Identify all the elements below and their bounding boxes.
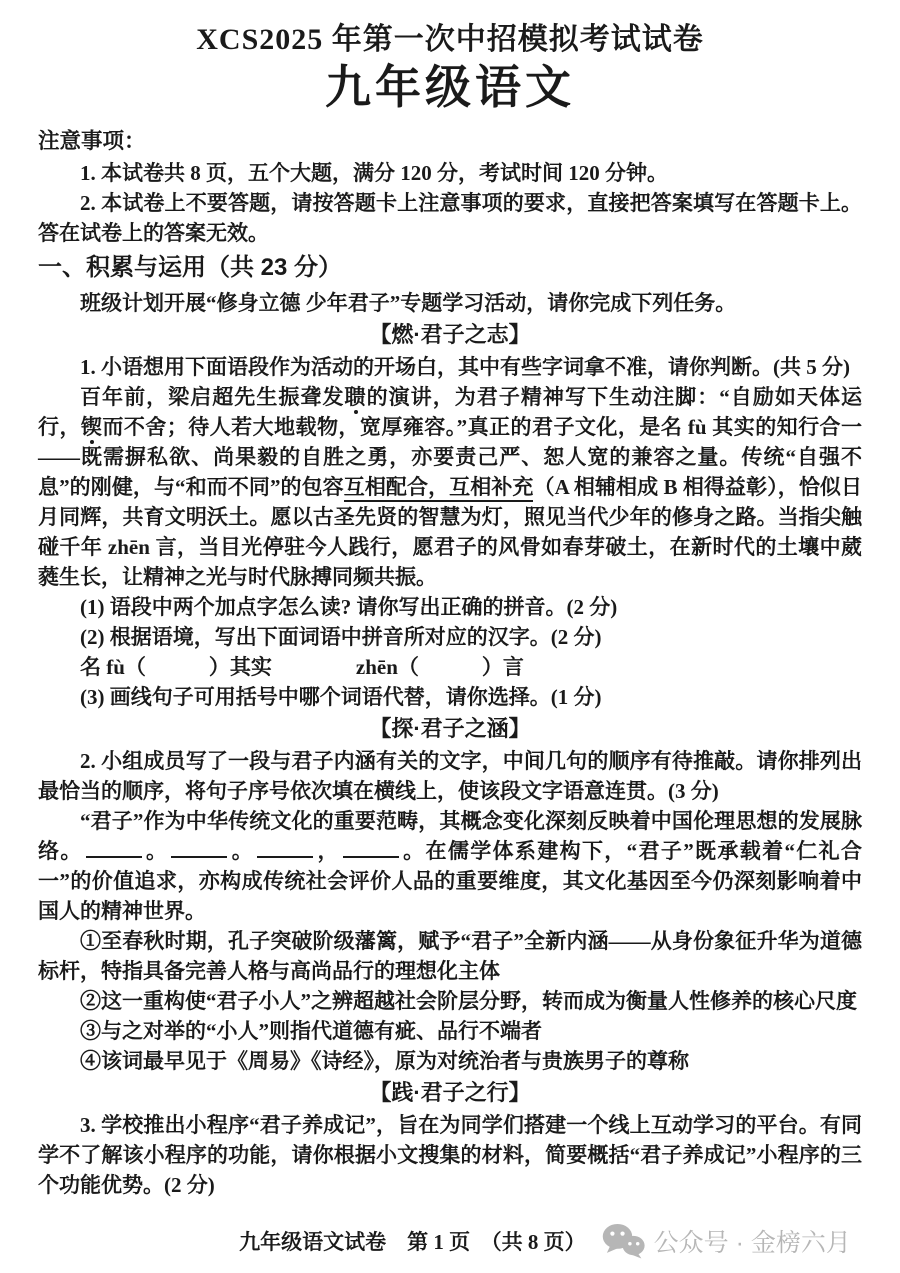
footer-row [239, 1222, 851, 1259]
footer-page-info: 九年级语文试卷 第 1 页 （共 8 页） [239, 1229, 586, 1254]
question-1 [38, 352, 862, 382]
text-run: 注意事项： [38, 129, 146, 153]
section-1-heading [38, 248, 862, 288]
answer-blank [86, 838, 142, 858]
notice-item-2 [38, 188, 862, 248]
question-1-1 [38, 592, 862, 622]
question-3 [38, 1110, 862, 1200]
text-run: 百年前，梁启超先生振聋发 [80, 385, 345, 409]
order-sentence-3 [38, 1016, 862, 1046]
text-run: 1. 本试卷共 8 页，五个大题，满分 120 分，考试时间 120 分钟。 [80, 161, 668, 185]
text-run: ③与之对举的“小人”则指代道德有疵、品行不端者 [80, 1019, 542, 1043]
text-run: 而不舍；待人若大地载物，宽厚雍容。”真正的君子文化，是名 fù 其实的知行合一——既需摒私欲、尚果毅的自胜之勇，亦要责己严、恕人宽的兼容之量。传统“自强不息”的刚健，与“和而不同”的包容 [38, 415, 863, 499]
underlined-phrase: 互相配合，互相补充 [344, 475, 534, 502]
watermark [600, 1222, 851, 1259]
order-passage [38, 806, 862, 926]
text-run: 【燃·君子之志】 [369, 322, 531, 347]
text-run: “君子”作为中华传统文化的重要范畴，其概念变化深刻反映着中国伦理思想的发展脉络。 [38, 809, 862, 863]
text-run: 一、积累与运用（共 23 分） [38, 254, 343, 281]
question-1-3 [38, 682, 862, 712]
text-run: 3. 学校推出小程序“君子养成记”，旨在为同学们搭建一个线上互动学习的平台。有同学不了解该小程序的功能，请你根据小文搜集的材料，简要概括“君子养成记”小程序的三个功能优势。(2 分) [38, 1113, 862, 1197]
activity-1-title [38, 318, 862, 352]
text-run: ①至春秋时期，孔子突破阶级藩篱，赋予“君子”全新内涵——从身份象征升华为道德标杆，特指具备完善人格与高尚品行的理想化主体 [38, 929, 862, 983]
activity-3-title [38, 1076, 862, 1110]
text-run: 2. 本试卷上不要答题，请按答题卡上注意事项的要求，直接把答案填写在答题卡上。答在试卷上的答案无效。 [38, 191, 862, 245]
document-body [38, 124, 862, 1200]
text-run: 【践·君子之行】 [369, 1080, 531, 1105]
order-sentence-4 [38, 1046, 862, 1076]
paper-title: XCS2025 年第一次中招模拟考试试卷 [196, 23, 704, 56]
notice-title [38, 124, 862, 158]
pinyin-fill-line [38, 652, 862, 682]
text-run: 。在儒学体系建构下，“君子”既承载着“仁礼合一”的价值追求，亦构成传统社会评价人品的重要维度，其文化基因至今仍深刻影响着中国人的精神世界。 [38, 839, 863, 923]
question-1-2 [38, 622, 862, 652]
answer-blank [343, 838, 399, 858]
notice-item-1 [38, 158, 862, 188]
text-run: 班级计划开展“修身立德 少年君子”专题学习活动，请你完成下列任务。 [80, 291, 737, 315]
page-footer [0, 1222, 900, 1259]
text-run: 名 fù（ ）其实 zhēn（ ）言 [80, 655, 524, 679]
activity-2-title [38, 712, 862, 746]
answer-blank [257, 838, 313, 858]
reading-passage [38, 382, 862, 592]
text-run: 1. 小语想用下面语段作为活动的开场白，其中有些字词拿不准，请你判断。(共 5 分) [80, 355, 850, 379]
text-run: (1) 语段中两个加点字怎么读? 请你写出正确的拼音。(2 分) [80, 595, 618, 619]
text-run: （A 相辅相成 B 相得益彰），恰似日月同辉，共育文明沃土。愿以古圣先贤的智慧为灯，照见当代少年的修身之路。当指尖触碰千年 zhēn 言，当目光停驻今人践行，愿君子的风骨如春芽破土，在新时代的土壤中葳蕤生长，让精神之光与时代脉搏同频共振。 [38, 475, 863, 589]
order-sentence-2 [38, 986, 862, 1016]
answer-blank [171, 838, 227, 858]
text-run: ④该词最早见于《周易》《诗经》，原为对统治者与贵族男子的尊称 [80, 1049, 689, 1073]
order-sentence-1 [38, 926, 862, 986]
text-run: 2. 小组成员写了一段与君子内涵有关的文字，中间几句的顺序有待推敲。请你排列出最恰当的顺序，将句子序号依次填在横线上，使该段文字语意连贯。(3 分) [38, 749, 862, 803]
text-run: ②这一重构使“君子小人”之辨超越社会阶层分野，转而成为衡量人性修养的核心尺度 [80, 989, 857, 1013]
watermark-text: 公众号 · 金榜六月 [653, 1228, 851, 1257]
emphasis-dot-char: 锲 [80, 415, 103, 439]
text-run: (2) 根据语境，写出下面词语中拼音所对应的汉字。(2 分) [80, 625, 602, 649]
text-run: ， [316, 839, 340, 863]
text-run: 。 [230, 839, 255, 863]
text-run: (3) 画线句子可用括号中哪个词语代替，请你选择。(1 分) [80, 685, 602, 709]
text-run: 。 [144, 839, 169, 863]
text-run: 【探·君子之涵】 [369, 716, 531, 741]
question-2 [38, 746, 862, 806]
wechat-icon [600, 1222, 646, 1259]
section-1-intro [38, 288, 862, 318]
emphasis-dot-char: 聩 [344, 385, 367, 409]
paper-subject: 九年级语文 [325, 62, 575, 113]
text-run: 的演讲，为君子精神写下生动注脚：“自励如天体运行， [38, 385, 863, 439]
